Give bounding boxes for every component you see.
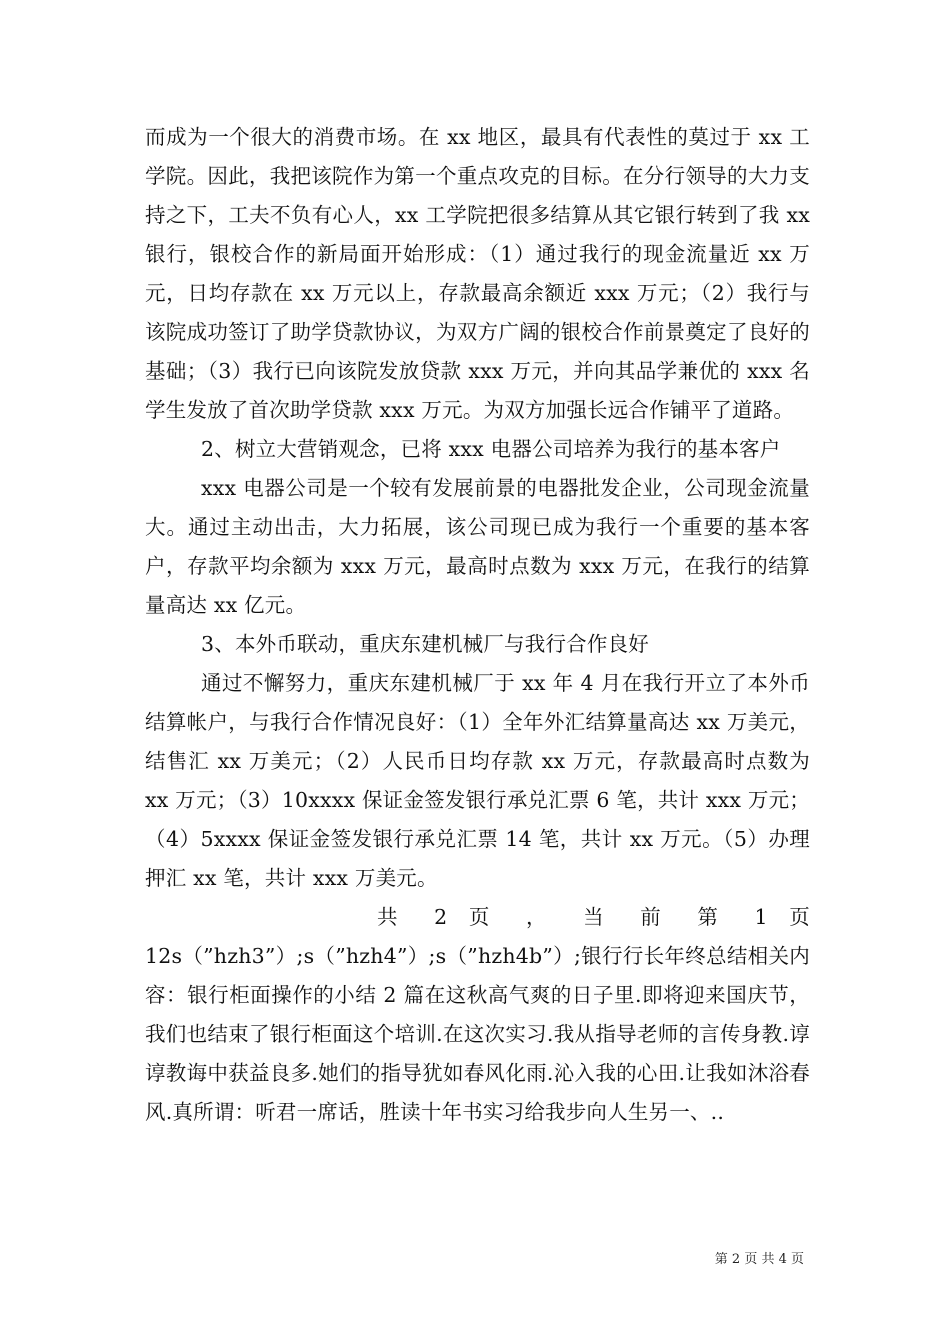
paragraph-related-content: 12s（”hzh3”）;s（”hzh4”）;s（”hzh4b”）;银行行长年终总结相关内容：银行柜面操作的小结 2 篇在这秋高气爽的日子里.即将迎来国庆节，我们也结束了银行柜面这个培训.在这次实习.我从指导老师的言传身教.谆谆教诲中获益良多.她们的指导犹如春风化雨.沁入我的心田.让我如沐浴春风.真所谓：听君一席话，胜读十年书实习给我步向人生另一、.. xyxy=(145,944,810,1124)
page-counter: 共 2 页 ， 当 前 第 1 页 xyxy=(377,905,810,929)
heading-machinery-factory: 3、本外币联动，重庆东建机械厂与我行合作良好 xyxy=(201,632,649,656)
paragraph-appliance-company: xxx 电器公司是一个较有发展前景的电器批发企业，公司现金流量大。通过主动出击，大力拓展，该公司现已成为我行一个重要的基本客户，存款平均余额为 xxx 万元，最高时点数为 xxx 万元，在我行的结算量高达 xx 亿元。 xyxy=(145,476,810,617)
body-text xyxy=(145,118,810,1132)
paragraph-school-cooperation: 而成为一个很大的消费市场。在 xx 地区，最具有代表性的莫过于 xx 工学院。因此，我把该院作为第一个重点攻克的目标。在分行领导的大力支持之下，工夫不负有心人，xx 工学院把很多结算从其它银行转到了我 xx 银行，银校合作的新局面开始形成：（1）通过我行的现金流量近 xx 万元，日均存款在 xx 万元以上，存款最高余额近 xxx 万元；（2）我行与该院成功签订了助学贷款协议，为双方广阔的银校合作前景奠定了良好的基础；（3）我行已向该院发放贷款 xxx 万元，并向其品学兼优的 xxx 名学生发放了首次助学贷款 xxx 万元。为双方加强长远合作铺平了道路。 xyxy=(145,125,810,422)
heading-appliance-company: 2、树立大营销观念，已将 xxx 电器公司培养为我行的基本客户 xyxy=(201,437,781,461)
paragraph-machinery-factory: 通过不懈努力，重庆东建机械厂于 xx 年 4 月在我行开立了本外币结算帐户，与我行合作情况良好：（1）全年外汇结算量高达 xx 万美元，结售汇 xx 万美元；（2）人民币日均存款 xx 万元，存款最高时点数为 xx 万元；（3）10xxxx 保证金签发银行承兑汇票 6 笔，共计 xxx 万元；（4）5xxxx 保证金签发银行承兑汇票 14 笔，共计 xx 万元。（5）办理押汇 xx 笔，共计 xxx 万美元。 xyxy=(145,671,810,890)
page-footer: 第 2 页 共 4 页 xyxy=(714,1252,804,1267)
